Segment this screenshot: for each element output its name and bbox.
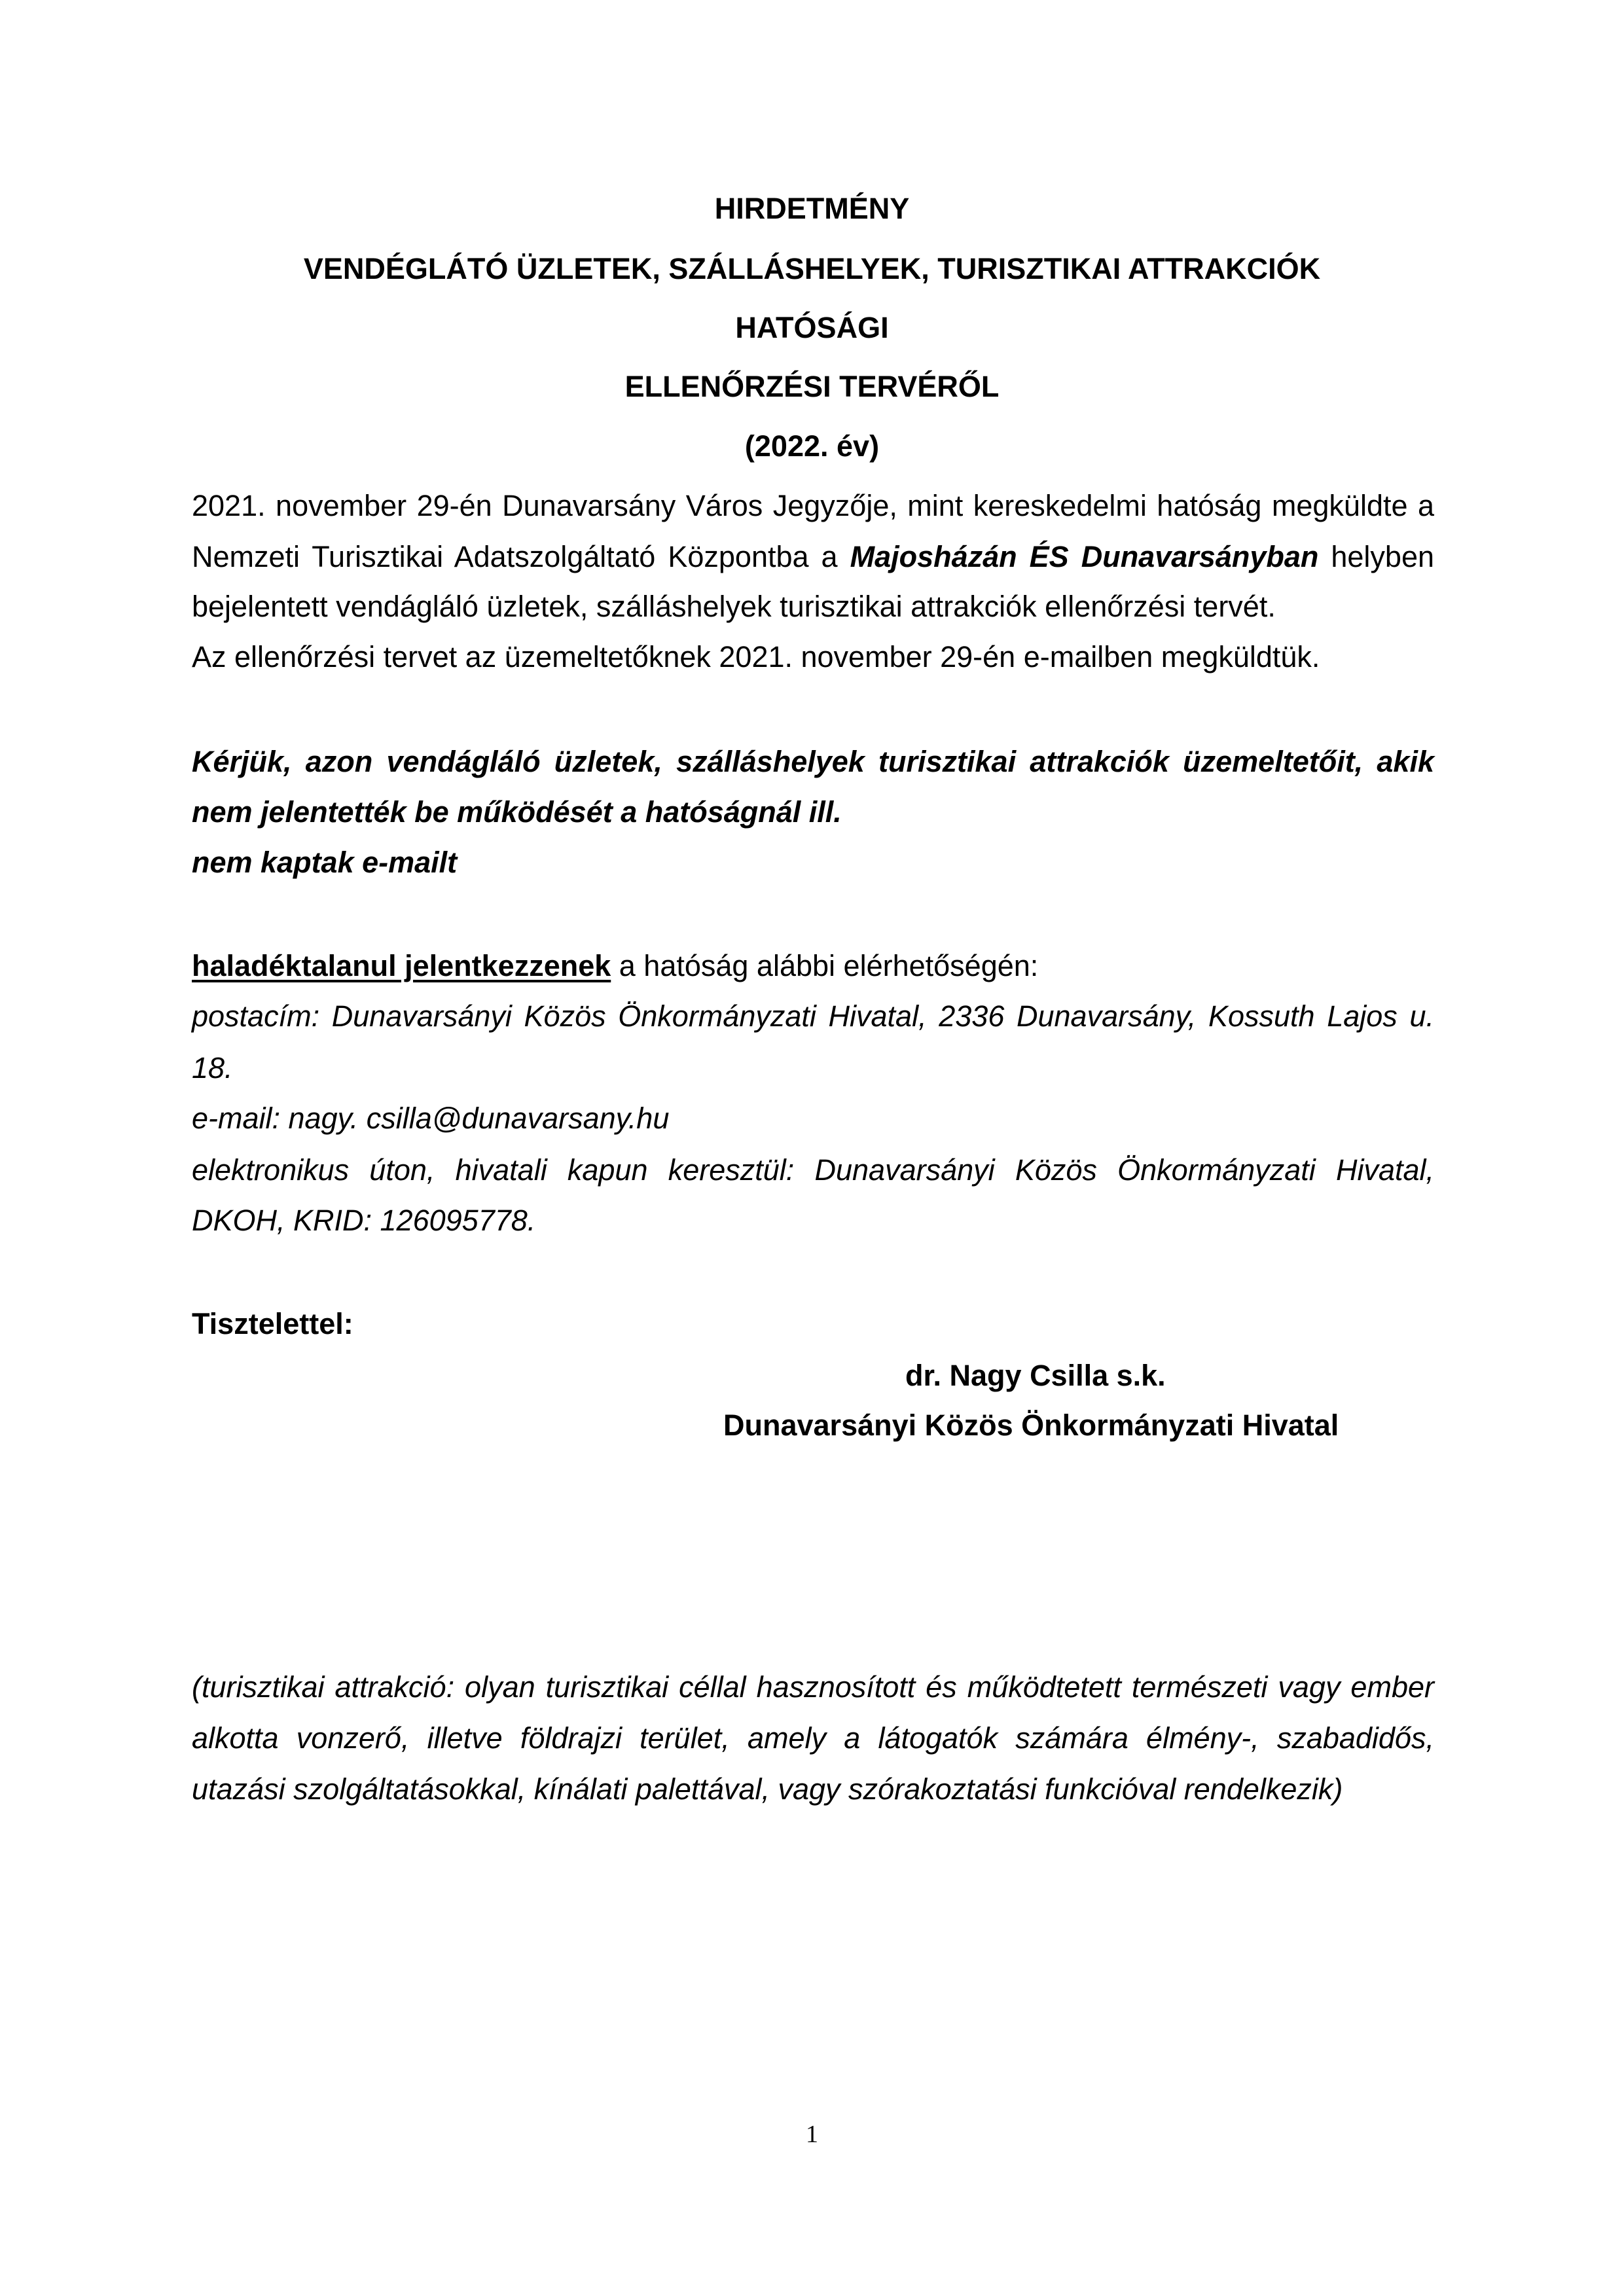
doc-subtitle-2: HATÓSÁGI — [735, 311, 889, 344]
intro-line-4: Az ellenőrzési tervet az üzemeltetőknek 2021. november 29-én e-mailben megküldtük. — [192, 640, 1320, 673]
doc-title: HIRDETMÉNY — [714, 192, 910, 225]
doc-subtitle-3: ELLENŐRZÉSI TERVÉRŐL — [624, 370, 1000, 403]
doc-subtitle-1: VENDÉGLÁTÓ ÜZLETEK, SZÁLLÁSHELYEK, TURISZTIKAI ATTRAKCIÓK — [303, 252, 1321, 285]
intro-line-3: bejelentett vendágláló üzletek, szálláshelyek turisztikai attrakciók ellenőrzési tervét. — [192, 590, 1276, 623]
closing-greeting: Tisztelettel: — [192, 1307, 353, 1340]
contact-lead-emphasis: haladéktalanul jelentkezzenek — [192, 949, 611, 982]
contact-lead — [192, 948, 1038, 984]
contact-email: e-mail: nagy. csilla@dunavarsany.hu — [192, 1102, 670, 1135]
contact-postal-line-2: 18. — [192, 1051, 233, 1085]
footnote-line-2: alkotta vonzerő, illetve földrajzi terület, amely a látogatók számára élmény-, szabadidős, — [192, 1721, 1434, 1755]
footnote-line-1: (turisztikai attrakció: olyan turisztikai céllal hasznosított és működtetett természeti vagy ember — [192, 1670, 1434, 1704]
signatory-office: Dunavarsányi Közös Önkormányzati Hivatal — [723, 1408, 1339, 1442]
request-line-3: nem kaptak e-mailt — [192, 846, 458, 879]
intro-location: Majosházán ÉS Dunavarsányban — [850, 540, 1319, 573]
request-line-2: nem jelentették be működését a hatóságnál ill. — [192, 795, 842, 829]
contact-electronic-line-1: elektronikus úton, hivatali kapun keresztül: Dunavarsányi Közös Önkormányzati Hivatal, — [192, 1153, 1434, 1187]
footnote-line-3: utazási szolgáltatásokkal, kínálati palettával, vagy szórakoztatási funkcióval rendelkezik) — [192, 1772, 1343, 1806]
intro-line-2 — [192, 539, 1434, 575]
contact-postal-line-1: postacím: Dunavarsányi Közös Önkormányzati Hivatal, 2336 Dunavarsány, Kossuth Lajos u. — [192, 999, 1434, 1033]
contact-lead-rest: a hatóság alábbi elérhetőségén: — [611, 949, 1039, 982]
request-line-1: Kérjük, azon vendágláló üzletek, szálláshelyek turisztikai attrakciók üzemeltetőit, akik — [192, 745, 1434, 778]
signatory-name: dr. Nagy Csilla s.k. — [905, 1359, 1166, 1392]
doc-year: (2022. év) — [744, 429, 880, 463]
intro-line-2-text-c: helyben — [1318, 540, 1435, 573]
page-number: 1 — [806, 2121, 818, 2148]
intro-line-2-text-a: Nemzeti Turisztikai Adatszolgáltató Központba a — [192, 540, 850, 573]
intro-line-1: 2021. november 29-én Dunavarsány Város Jegyzője, mint kereskedelmi hatóság megküldte a — [192, 489, 1434, 522]
contact-electronic-line-2: DKOH, KRID: 126095778. — [192, 1204, 536, 1237]
